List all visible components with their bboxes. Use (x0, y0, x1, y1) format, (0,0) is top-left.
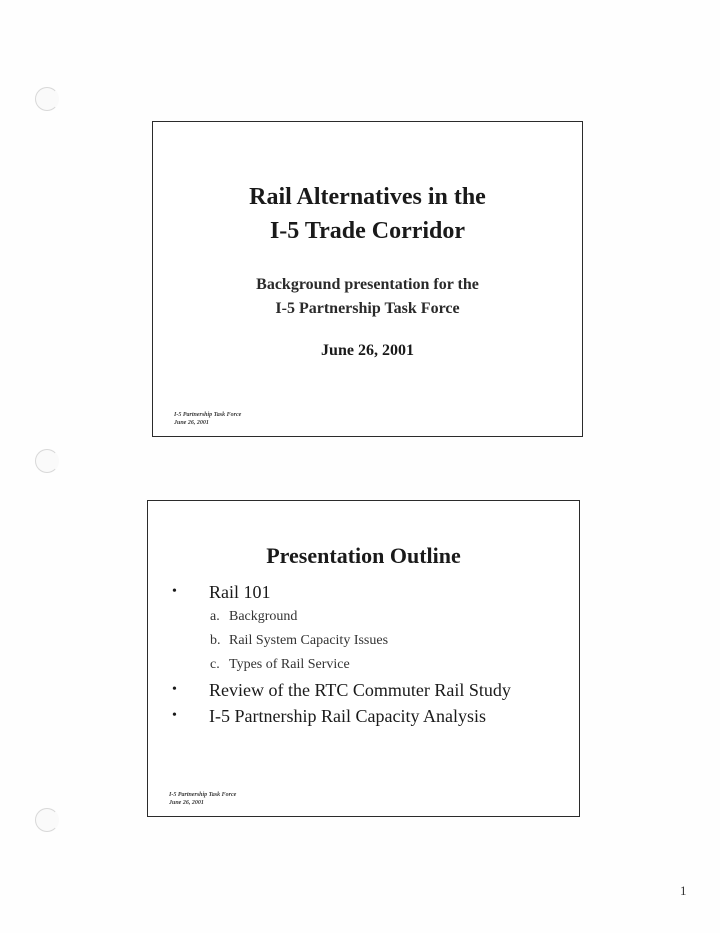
subitem-text: Background (229, 609, 298, 624)
slide-1-footer-line-2: June 26, 2001 (174, 420, 209, 426)
slide-1-date: June 26, 2001 (321, 342, 414, 359)
outline-subitem (148, 605, 579, 629)
bullet-marker: • (172, 584, 177, 599)
slide-1-footer (174, 411, 241, 427)
punch-hole-top (35, 87, 59, 111)
page-number: 1 (680, 883, 687, 898)
slide-2-footer-line-2: June 26, 2001 (169, 800, 204, 806)
outline-item-text: I-5 Partnership Rail Capacity Analysis (209, 706, 486, 726)
subitem-text: Rail System Capacity Issues (229, 633, 389, 648)
bullet-marker: • (172, 708, 177, 723)
slide-1-title-line-1: Rail Alternatives in the (249, 184, 486, 210)
subitem-letter: a. (210, 609, 220, 624)
outline-list (148, 579, 579, 729)
outline-subitem (148, 629, 579, 653)
slide-2-footer (169, 791, 236, 807)
outline-item (148, 579, 579, 605)
punch-hole-bottom (35, 808, 59, 832)
punch-hole-middle (35, 449, 59, 473)
slide-1-subtitle (153, 273, 582, 321)
outline-subitem (148, 653, 579, 677)
slide-2-title: Presentation Outline (266, 543, 461, 568)
outline-item (148, 703, 579, 729)
slide-1-title-line-2: I-5 Trade Corridor (269, 218, 466, 244)
subitem-letter: c. (210, 657, 220, 672)
outline-item (148, 677, 579, 703)
slide-1-subtitle-line-2: I-5 Partnership Task Force (275, 300, 460, 317)
bullet-marker: • (172, 682, 177, 697)
slide-outline (147, 500, 580, 817)
slide-1-title (153, 180, 582, 248)
slide-2-footer-line-1: I-5 Partnership Task Force (169, 792, 237, 798)
subitem-letter: b. (210, 633, 221, 648)
slide-1-footer-line-1: I-5 Partnership Task Force (174, 412, 242, 418)
slide-title (152, 121, 583, 437)
outline-item-text: Review of the RTC Commuter Rail Study (209, 680, 511, 700)
subitem-text: Types of Rail Service (229, 657, 350, 672)
slide-1-subtitle-line-1: Background presentation for the (256, 276, 479, 293)
outline-item-text: Rail 101 (209, 582, 271, 602)
